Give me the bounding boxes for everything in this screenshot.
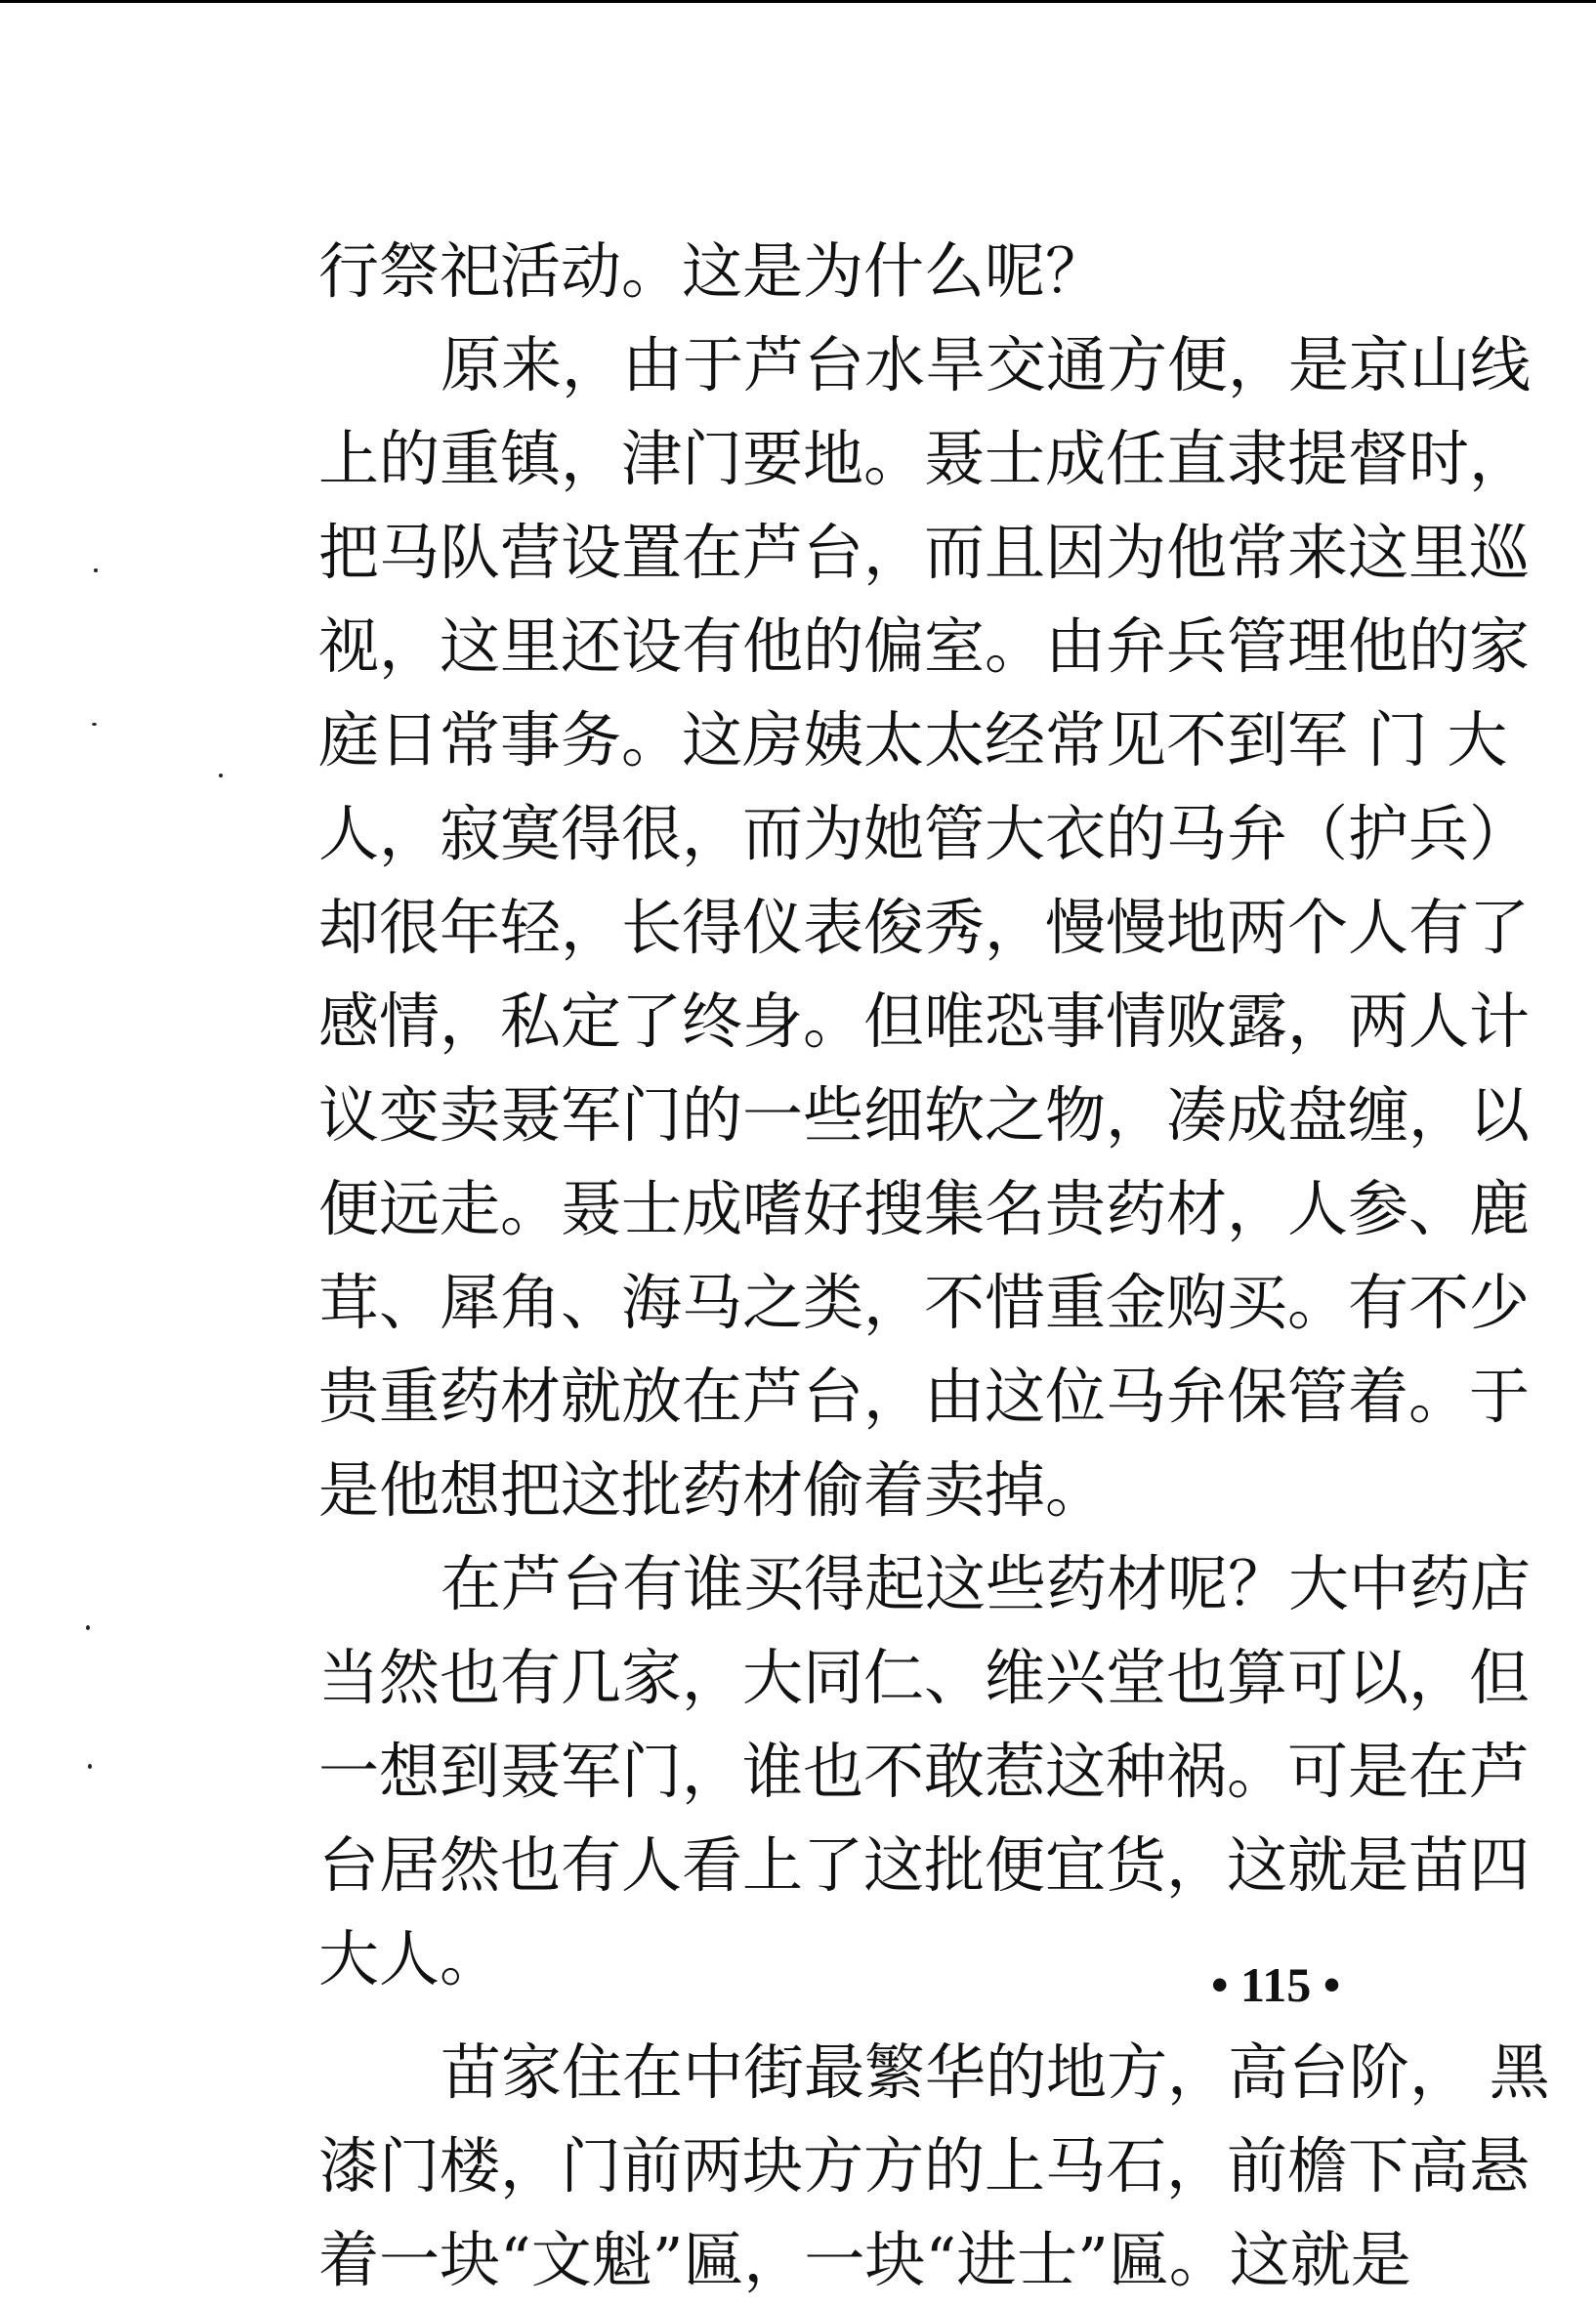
scan-speck: [94, 568, 98, 572]
text-line: 贵重药材就放在芦台，由这位马弁保管着。于: [318, 1361, 1531, 1432]
text-line: 是他想把这批药材偷着卖掉。: [318, 1454, 1107, 1526]
text-line: 行祭祀活动。这是为什么呢？: [318, 235, 1107, 307]
text-line: 却很年轻，长得仪表俊秀，慢慢地两个人有了: [318, 892, 1531, 963]
text-line: 在芦台有谁买得起这些药材呢？大中药店: [441, 1548, 1532, 1619]
text-line: 把马队营设置在芦台，而且因为他常来这里巡: [318, 517, 1531, 588]
text-line: 视，这里还设有他的偏室。由弁兵管理他的家: [318, 610, 1531, 682]
scan-speck: [92, 723, 97, 726]
text-line: 原来，由于芦台水旱交通方便，是京山线: [441, 329, 1532, 400]
text-line: 漆门楼，门前两块方方的上马石，前檐下高悬: [318, 2130, 1531, 2202]
text-line: 便远走。聂士成嗜好搜集名贵药材，人参、鹿: [318, 1173, 1531, 1244]
text-line: 感情，私定了终身。但唯恐事情败露，两人计: [318, 986, 1531, 1057]
scan-speck: [88, 1764, 92, 1769]
scan-speck: [86, 1625, 90, 1630]
text-line: 上的重镇，津门要地。聂士成任直隶提督时，: [318, 423, 1531, 494]
text-line: 着一块“文魁”匾，一块“进士”匾。这就是: [318, 2224, 1411, 2295]
text-line: 台居然也有人看上了这批便宜货，这就是苗四: [318, 1829, 1531, 1901]
text-line: 议变卖聂军门的一些细软之物，凑成盘缠，以: [318, 1079, 1531, 1151]
scan-speck: [219, 774, 223, 777]
text-line: 庭日常事务。这房姨太太经常见不到军 门 大: [318, 704, 1508, 776]
text-line: 人，寂寞得很，而为她管大衣的马弁（护兵）: [318, 798, 1531, 869]
page-number: • 115 •: [1211, 1957, 1341, 2012]
text-line: 茸、犀角、海马之类，不惜重金购买。有不少: [318, 1267, 1531, 1338]
text-line: 苗家住在中街最繁华的地方，高台阶， 黑: [441, 2036, 1550, 2108]
top-border-line: [0, 0, 1596, 3]
text-line: 当然也有几家，大同仁、维兴堂也算可以，但: [318, 1642, 1531, 1713]
text-line: 大人。: [318, 1923, 501, 1994]
text-line: 一想到聂军门，谁也不敢惹这种祸。可是在芦: [318, 1736, 1531, 1807]
